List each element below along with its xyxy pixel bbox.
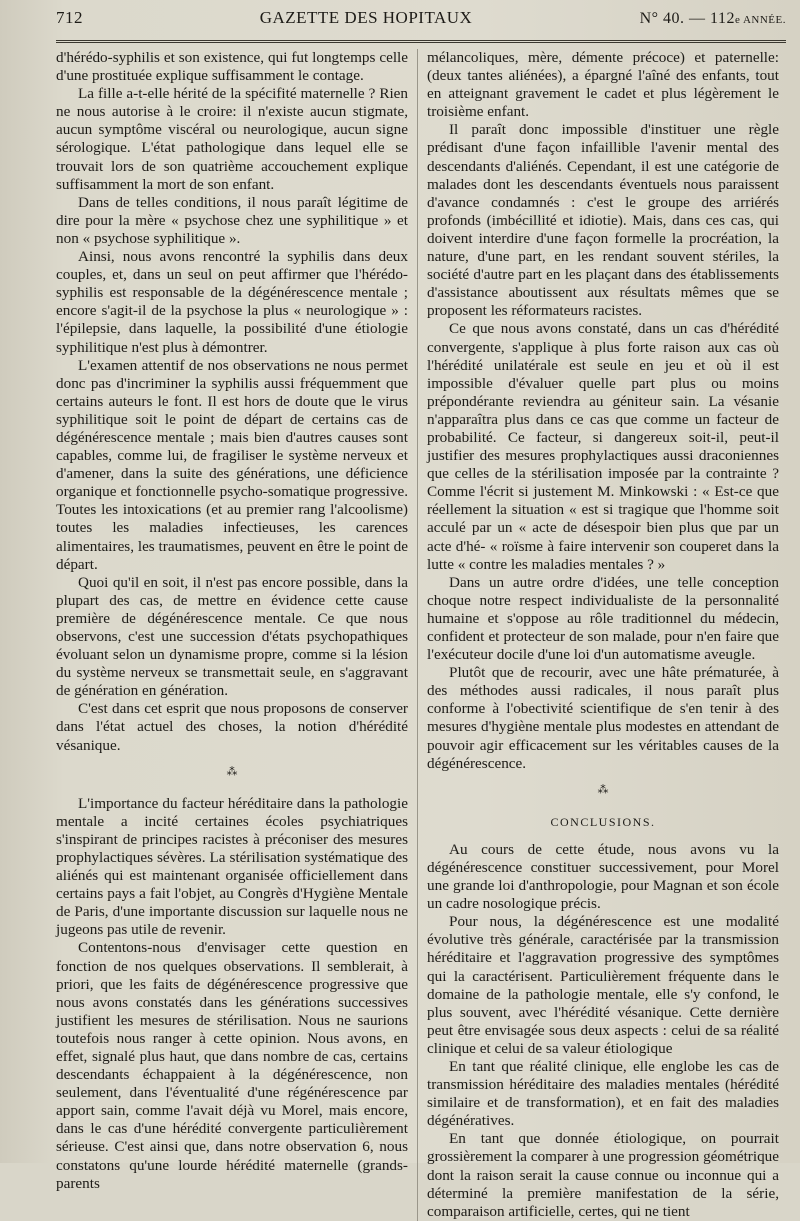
paragraph: La fille a-t-elle hérité de la spécifité maternelle ? Rien ne nous autorise à le croire: il n'existe aucun stigmate, aucun symptôme viscéral ou neurologique, aucun signe sérologique. L'état pathologique dans lequel elle se trouvait lors de son quatrième accouchement explique suffisamment la mort de son enfant.	[56, 85, 408, 193]
paragraph: Dans un autre ordre d'idées, une telle conception choque notre respect individualiste de la personnalité humaine et s'oppose au rôle traditionnel du médecin, confident et protecteur de son malade, pour n'en faire que l'exécuteur docile d'une loi d'un automatisme aveugle.	[427, 573, 779, 664]
paragraph: Plutôt que de recourir, avec une hâte prématurée, à des méthodes aussi radicales, il nous paraît plus conforme à l'obectivité scientifique de s'en tenir à des mesures d'hygiène mentale plus modestes en attendant de pouvoir agir efficacement sur les véritables causes de la dégénérescence.	[427, 664, 779, 772]
page-header	[56, 8, 786, 34]
asterism-divider: ⁂	[597, 783, 609, 796]
text-columns	[56, 49, 786, 1221]
asterism-divider: ⁂	[226, 765, 238, 778]
paragraph: Pour nous, la dégénérescence est une modalité évolutive très générale, caractérisée par la transmission héréditaire et l'aggravation progressive des symptômes qui la caractérisent. Particulièrement fréquente dans le domaine de la pathologie mentale, elle s'y confond, le plus souvent, avec l'hérédité vésanique. Cette dernière peut être envisagée sous deux aspects : celui de sa réalité clinique et celui de sa valeur étiologique	[427, 913, 779, 1057]
issue-info	[596, 10, 786, 28]
paragraph: Il paraît donc impossible d'instituer une règle prédisant d'une façon infaillible l'avenir mental des descendants d'aliénés. Cependant, il est une catégorie de malades dont les descendants éventuels nous paraissent d'avance condamnés : c'est le groupe des arriérés profonds (imbécillité et idiotie). Mais, dans ces cas, qui doivent interdire d'une façon formelle la procréation, la nature, d'une part, en les rendant souvent stériles, la société d'autre part en les plaçant dans des établissements d'assistance aboutissent aux résultats mêmes que se proposent les réformateurs racistes.	[427, 121, 779, 320]
journal-title: GAZETTE DES HOPITAUX	[259, 8, 473, 27]
paragraph: L'importance du facteur héréditaire dans la pathologie mentale a incité certaines écoles psychiatriques s'inspirant de principes racistes à préconiser des mesures prophylactiques sévères. La stérilisation systématique des aliénés qui est maintenant organisée officiellement dans certains pays a fait l'objet, au Congrès d'Hygiène Mentale de Paris, d'une importante discussion sur laquelle nous ne jugeons pas utile de revenir.	[56, 794, 408, 939]
section-heading: CONCLUSIONS.	[550, 814, 656, 829]
paragraph: C'est dans cet esprit que nous proposons de conserver dans l'état actuel des choses, la notion d'hérédité vésanique.	[56, 700, 408, 754]
page-number: 712	[56, 8, 83, 27]
paragraph: Ce que nous avons constaté, dans un cas d'hérédité convergente, s'applique à plus forte raison aux cas où l'hérédité unilatérale est seule en jeu et où il est impossible d'évaluer quelle part plus ou moins prépondérante reviendra au géniteur sain. La vésanie n'apparaîtra plus dans ce cas que comme un facteur de probabilité. Ce facteur, si dangereux soit-il, peut-il justifier des mesures prophylactiques aussi draconiennes que celles de la stérilisation imposée par la contrainte ? Comme l'écrit si justement M. Minkowski : « Est-ce que réellement la situation « est si tragique que l'homme soit acculé par un « acte de désespoir bien plus que par un acte d'hé- « roïsme à faire intervenir son couperet dans la lutte « contre les maladies mentales ? »	[427, 320, 779, 573]
left-column	[56, 49, 417, 1221]
issue-year: e ANNÉE.	[734, 14, 786, 26]
paragraph: En tant que réalité clinique, elle englobe les cas de transmission héréditaire des maladies mentales (hérédité similaire et de transformation), et en fait des maladies dégénératives.	[427, 1057, 779, 1130]
paragraph: Ainsi, nous avons rencontré la syphilis dans deux couples, et, dans un seul on peut affirmer que l'hérédo-syphilis est responsable de la dégénérescence mentale ; encore s'agit-il de la psychose la plus « neurologique » : l'épilepsie, dans laquelle, la possibilité d'une étiologie syphilitique n'est plus à démontrer.	[56, 248, 408, 356]
paragraph: Au cours de cette étude, nous avons vu la dégénérescence constituer successivement, pour Morel une grande loi d'anthropologie, pour Magnan et son école un cadre nosologique précis.	[427, 840, 779, 913]
paragraph: mélancoliques, mère, démente précoce) et paternelle: (deux tantes aliénées), a épargné l'aîné des enfants, tout en atteignant gravement le cadet et plus légèrement le troisième enfant.	[427, 49, 779, 121]
paragraph: En tant que donnée étiologique, on pourrait grossièrement la comparer à une progression géométrique dont la raison serait la cause connue ou inconnue qui a déterminé la première manifestation de la série, comparaison artificielle, certes, qui ne tient	[427, 1130, 779, 1220]
paragraph: Contentons-nous d'envisager cette question en fonction de nos quelques observations. Il semblerait, à priori, que les faits de dégénérescence progressive que nous avons constatés dans les générations successives justifient les mesures de stérilisation. Nous ne saurions toutefois nous ranger à cette opinion. Nous avons, en effet, signalé plus haut, que dans nombre de cas, certains descendants échappaient à la dégénérescence, non seulement, dans l'éventualité d'une régénérescence par apport sain, comme l'avait déjà vu Morel, mais encore, dans le cas d'une hérédité convergente particulièrement sérieuse. C'est ainsi que, dans notre observation 6, nous constatons qu'une lourde hérédité maternelle (grands-parents	[56, 939, 408, 1192]
issue-number: N° 40. — 112	[639, 10, 735, 27]
header-rule	[56, 40, 786, 43]
paragraph: Quoi qu'il en soit, il n'est pas encore possible, dans la plupart des cas, de mettre en évidence cette cause première de dégénérescence mentale. Ce que nous observons, c'est une succession d'états psychopathiques évoluant selon un dynamisme propre, comme si la lésion du système nerveux se transmettait seule, en s'aggravant de génération en génération.	[56, 573, 408, 700]
paragraph: d'hérédo-syphilis et son existence, qui fut longtemps celle d'une prostituée explique suffisamment le contage.	[56, 49, 408, 85]
paragraph: Dans de telles conditions, il nous paraît légitime de dire pour la mère « psychose chez une syphilitique » et non « psychose syphilitique ».	[56, 193, 408, 247]
paragraph: L'examen attentif de nos observations ne nous permet donc pas d'incriminer la syphilis aussi fréquemment que certains auteurs le font. Il est hors de doute que le virus syphilitique soit le point de départ de certains cas de dégénérescence mentale ; mais bien d'autres causes sont capables, comme lui, de fragiliser le système nerveux et d'amener, dans la suite des générations, une déficience organique et fonctionnelle psycho-somatique progressive. Toutes les intoxications (et au premier rang l'alcoolisme) toutes les maladies infectieuses, les carences alimentaires, les traumatismes, peuvent en être le point de départ.	[56, 356, 408, 573]
right-column	[417, 49, 779, 1221]
